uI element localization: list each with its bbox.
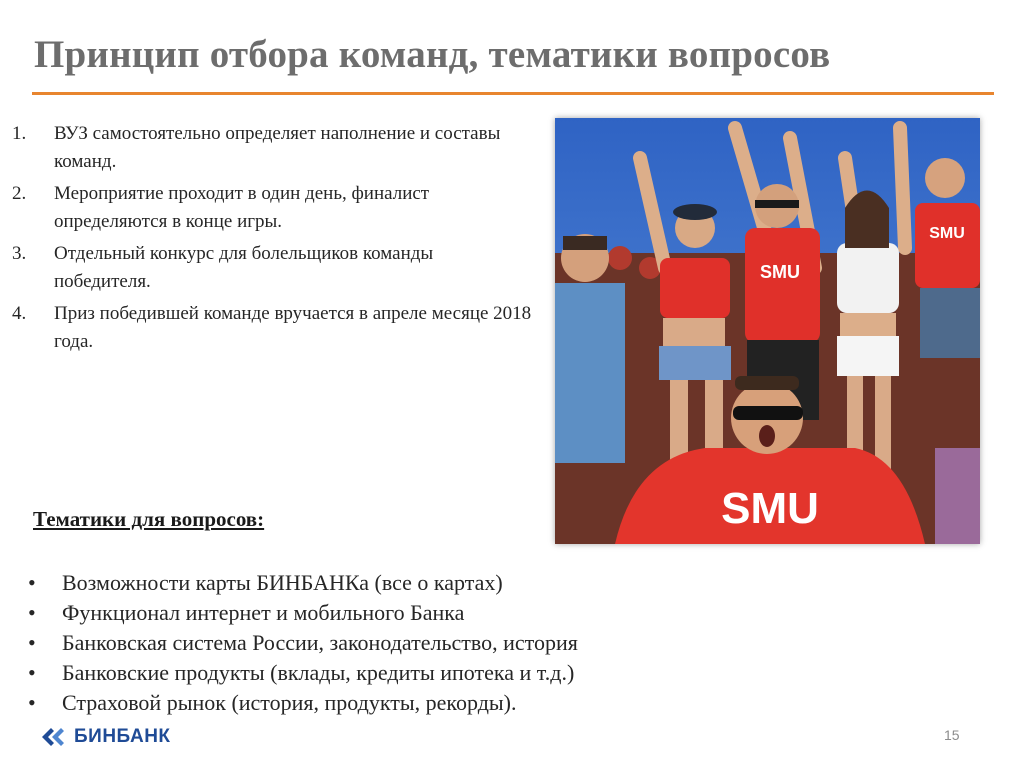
list-item: [28, 568, 728, 598]
list-item: [12, 240, 532, 296]
step-text: Приз победившей команде вручается в апреле месяце 2018 года.: [54, 303, 532, 352]
binbank-logo: [40, 724, 171, 750]
bullet: •: [28, 600, 36, 625]
bullet: •: [28, 690, 36, 715]
step-number: 3.: [12, 243, 27, 264]
topic-text: Банковские продукты (вклады, кредиты ипотека и т.д.): [62, 660, 575, 685]
topic-text: Страховой рынок (история, продукты, рекорды).: [62, 690, 517, 715]
step-number: 4.: [12, 303, 27, 324]
fans-photo: [555, 118, 980, 544]
topic-text: Возможности карты БИНБАНКа (все о картах): [62, 570, 503, 595]
slide-title: Принцип отбора команд, тематики вопросов: [34, 33, 831, 76]
list-item: [28, 628, 728, 658]
step-text: Мероприятие проходит в один день, финалист определяются в конце игры.: [54, 183, 430, 232]
shirt-text: SMU: [929, 225, 965, 242]
topics-heading: Тематики для вопросов:: [33, 507, 265, 531]
bullet: •: [28, 630, 36, 655]
logo-text: БИНБАНК: [74, 726, 171, 747]
topic-text: Банковская система России, законодательство, история: [62, 630, 578, 655]
list-item: [28, 598, 728, 628]
topics-list: [28, 568, 728, 718]
shirt-text: SMU: [760, 262, 800, 282]
bullet: •: [28, 570, 36, 595]
title-divider: [32, 92, 994, 95]
step-number: 2.: [12, 183, 27, 204]
step-text: ВУЗ самостоятельно определяет наполнение и составы команд.: [54, 123, 501, 172]
topic-text: Функционал интернет и мобильного Банка: [62, 600, 465, 625]
fans-photo-illustration: [555, 118, 980, 544]
binbank-logo-icon: [40, 726, 68, 748]
step-text: Отдельный конкурс для болельщиков команды победителя.: [54, 243, 434, 292]
list-item: [12, 120, 532, 176]
shirt-text: SMU: [721, 484, 819, 533]
list-item: [12, 300, 532, 356]
list-item: [28, 658, 728, 688]
list-item: [12, 180, 532, 236]
bullet: •: [28, 660, 36, 685]
step-number: 1.: [12, 123, 27, 144]
steps-list: [12, 120, 532, 360]
list-item: [28, 688, 728, 718]
page-number: 15: [944, 727, 960, 743]
